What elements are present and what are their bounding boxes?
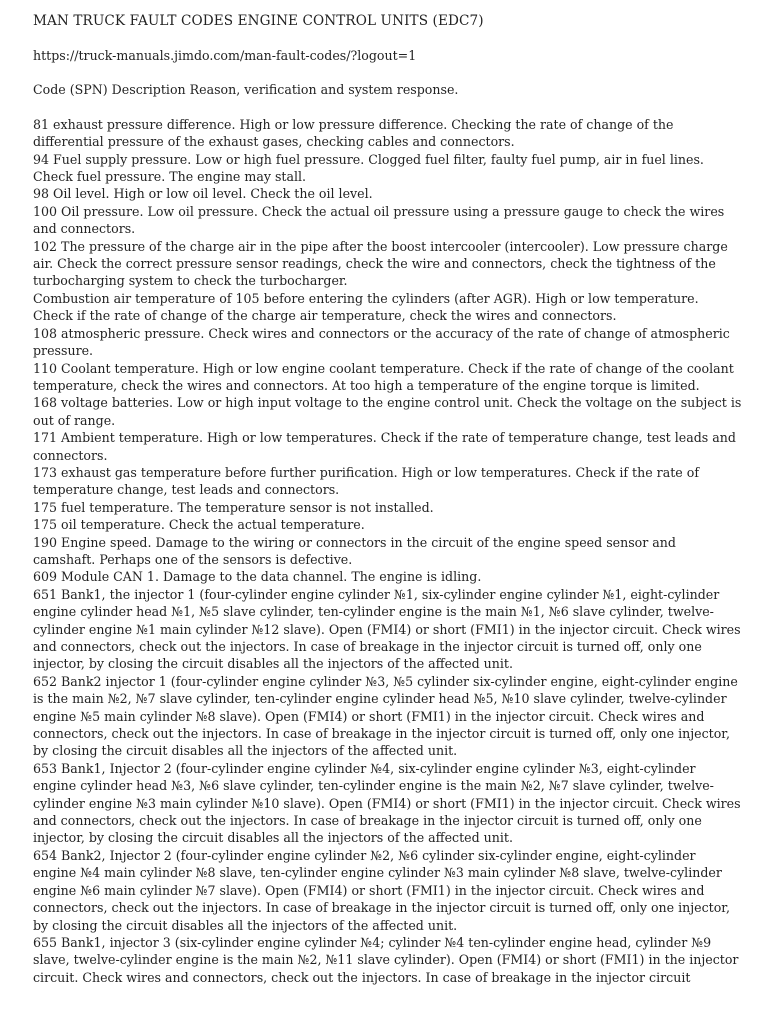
fault-code-entry: 175 oil temperature. Check the actual temperature. (33, 517, 365, 533)
fault-code-entry: 100 Oil pressure. Low oil pressure. Check the actual oil pressure using a pressure gauge to check the wires and connectors. (33, 203, 725, 237)
fault-code-entry: 651 Bank1, the injector 1 (four-cylinder engine cylinder №1, six-cylinder engine cylinder №1, eight-cylinder engine cylinder head №1, №5 slave cylinder, ten-cylinder engine is the main №1, №6 slave cylinder, twelve-cylinder engine №1 main cylinder №12 slave). Open (FMI4) or short (FMI1) in the injector circuit. Check wires and connectors, check out the injectors. In case of breakage in the injector circuit is turned off, only one injector, by closing the circuit disables all the injectors of the affected unit. (33, 586, 741, 672)
document-title: MAN TRUCK FAULT CODES ENGINE CONTROL UNITS (EDC7) (33, 13, 484, 29)
fault-code-entry: 81 exhaust pressure difference. High or low pressure difference. Checking the rate of change of the differential pressure of the exhaust gases, checking cables and connectors. (33, 116, 674, 150)
fault-code-entry: 652 Bank2 injector 1 (four-cylinder engine cylinder №3, №5 cylinder six-cylinder engine, eight-cylinder engine is the main №2, №7 slave cylinder, ten-cylinder engine cylinder head №5, №10 slave cylinder, twelve-cylinder engine №5 main cylinder №8 slave). Open (FMI4) or short (FMI1) in the injector circuit. Check wires and connectors, check out the injectors. In case of breakage in the injector circuit is turned off, only one injector, by closing the circuit disables all the injectors of the affected unit. (33, 673, 738, 759)
fault-code-entry: 655 Bank1, injector 3 (six-cylinder engine cylinder №4; cylinder №4 ten-cylinder engine head, cylinder №9 slave, twelve-cylinder engine is the main №2, №11 slave cylinder). Open (FMI4) or short (FMI1) in the injector circuit. Check wires and connectors, check out the injectors. In case of breakage in the injector circuit (33, 934, 739, 985)
fault-code-entry: 175 fuel temperature. The temperature sensor is not installed. (33, 499, 434, 515)
column-header: Code (SPN) Description Reason, verification and system response. (33, 82, 459, 98)
fault-code-entry: 108 atmospheric pressure. Check wires and connectors or the accuracy of the rate of change of atmospheric pressure. (33, 325, 730, 359)
fault-code-entry: 168 voltage batteries. Low or high input voltage to the engine control unit. Check the voltage on the subject is out of range. (33, 395, 742, 428)
fault-code-entry: 171 Ambient temperature. High or low temperatures. Check if the rate of temperature change, test leads and connectors. (33, 430, 736, 463)
fault-code-entry: 98 Oil level. High or low oil level. Check the oil level. (33, 186, 373, 202)
fault-code-entry: 609 Module CAN 1. Damage to the data channel. The engine is idling. (33, 569, 482, 585)
fault-code-entry: 190 Engine speed. Damage to the wiring or connectors in the circuit of the engine speed sensor and camshaft. Perhaps one of the sensors is defective. (33, 534, 676, 567)
fault-code-entry: 94 Fuel supply pressure. Low or high fuel pressure. Clogged fuel filter, faulty fuel pump, air in fuel lines. Check fuel pressure. The engine may stall. (33, 151, 704, 185)
fault-code-entry: 110 Coolant temperature. High or low engine coolant temperature. Check if the rate of change of the coolant temperature, check the wires and connectors. At too high a temperature of the engine torque is limited. (33, 360, 734, 393)
source-url: https://truck-manuals.jimdo.com/man-fault-codes/?logout=1 (33, 48, 417, 63)
fault-code-entry: Combustion air temperature of 105 before entering the cylinders (after AGR). High or low temperature. Check if the rate of change of the charge air temperature, check the wires and connectors. (33, 290, 699, 324)
fault-code-entry: 654 Bank2, Injector 2 (four-cylinder engine cylinder №2, №6 cylinder six-cylinder engine, eight-cylinder engine №4 main cylinder №8 slave, ten-cylinder engine cylinder №3 main cylinder №8 slave, twelve-cylinder engine №6 main cylinder №7 slave). Open (FMI4) or short (FMI1) in the injector circuit. Check wires and connectors, check out the injectors. In case of breakage in the injector circuit is turned off, only one injector, by closing the circuit disables all the injectors of the affected unit. (33, 847, 730, 933)
fault-code-entry: 653 Bank1, Injector 2 (four-cylinder engine cylinder №4, six-cylinder engine cylinder №3, eight-cylinder engine cylinder head №3, №6 slave cylinder, ten-cylinder engine is the main №2, №7 slave cylinder, twelve-cylinder engine №3 main cylinder №10 slave). Open (FMI4) or short (FMI1) in the injector circuit. Check wires and connectors, check out the injectors. In case of breakage in the injector circuit is turned off, only one injector, by closing the circuit disables all the injectors of the affected unit. (33, 760, 741, 846)
fault-code-list (33, 116, 742, 986)
fault-code-entry: 173 exhaust gas temperature before further purification. High or low temperatures. Check if the rate of temperature change, test leads and connectors. (33, 464, 699, 498)
fault-code-entry: 102 The pressure of the charge air in the pipe after the boost intercooler (intercooler). Low pressure charge air. Check the correct pressure sensor readings, check the wire and connectors, check the tightness of the turbocharging system to check the turbocharger. (33, 238, 728, 289)
